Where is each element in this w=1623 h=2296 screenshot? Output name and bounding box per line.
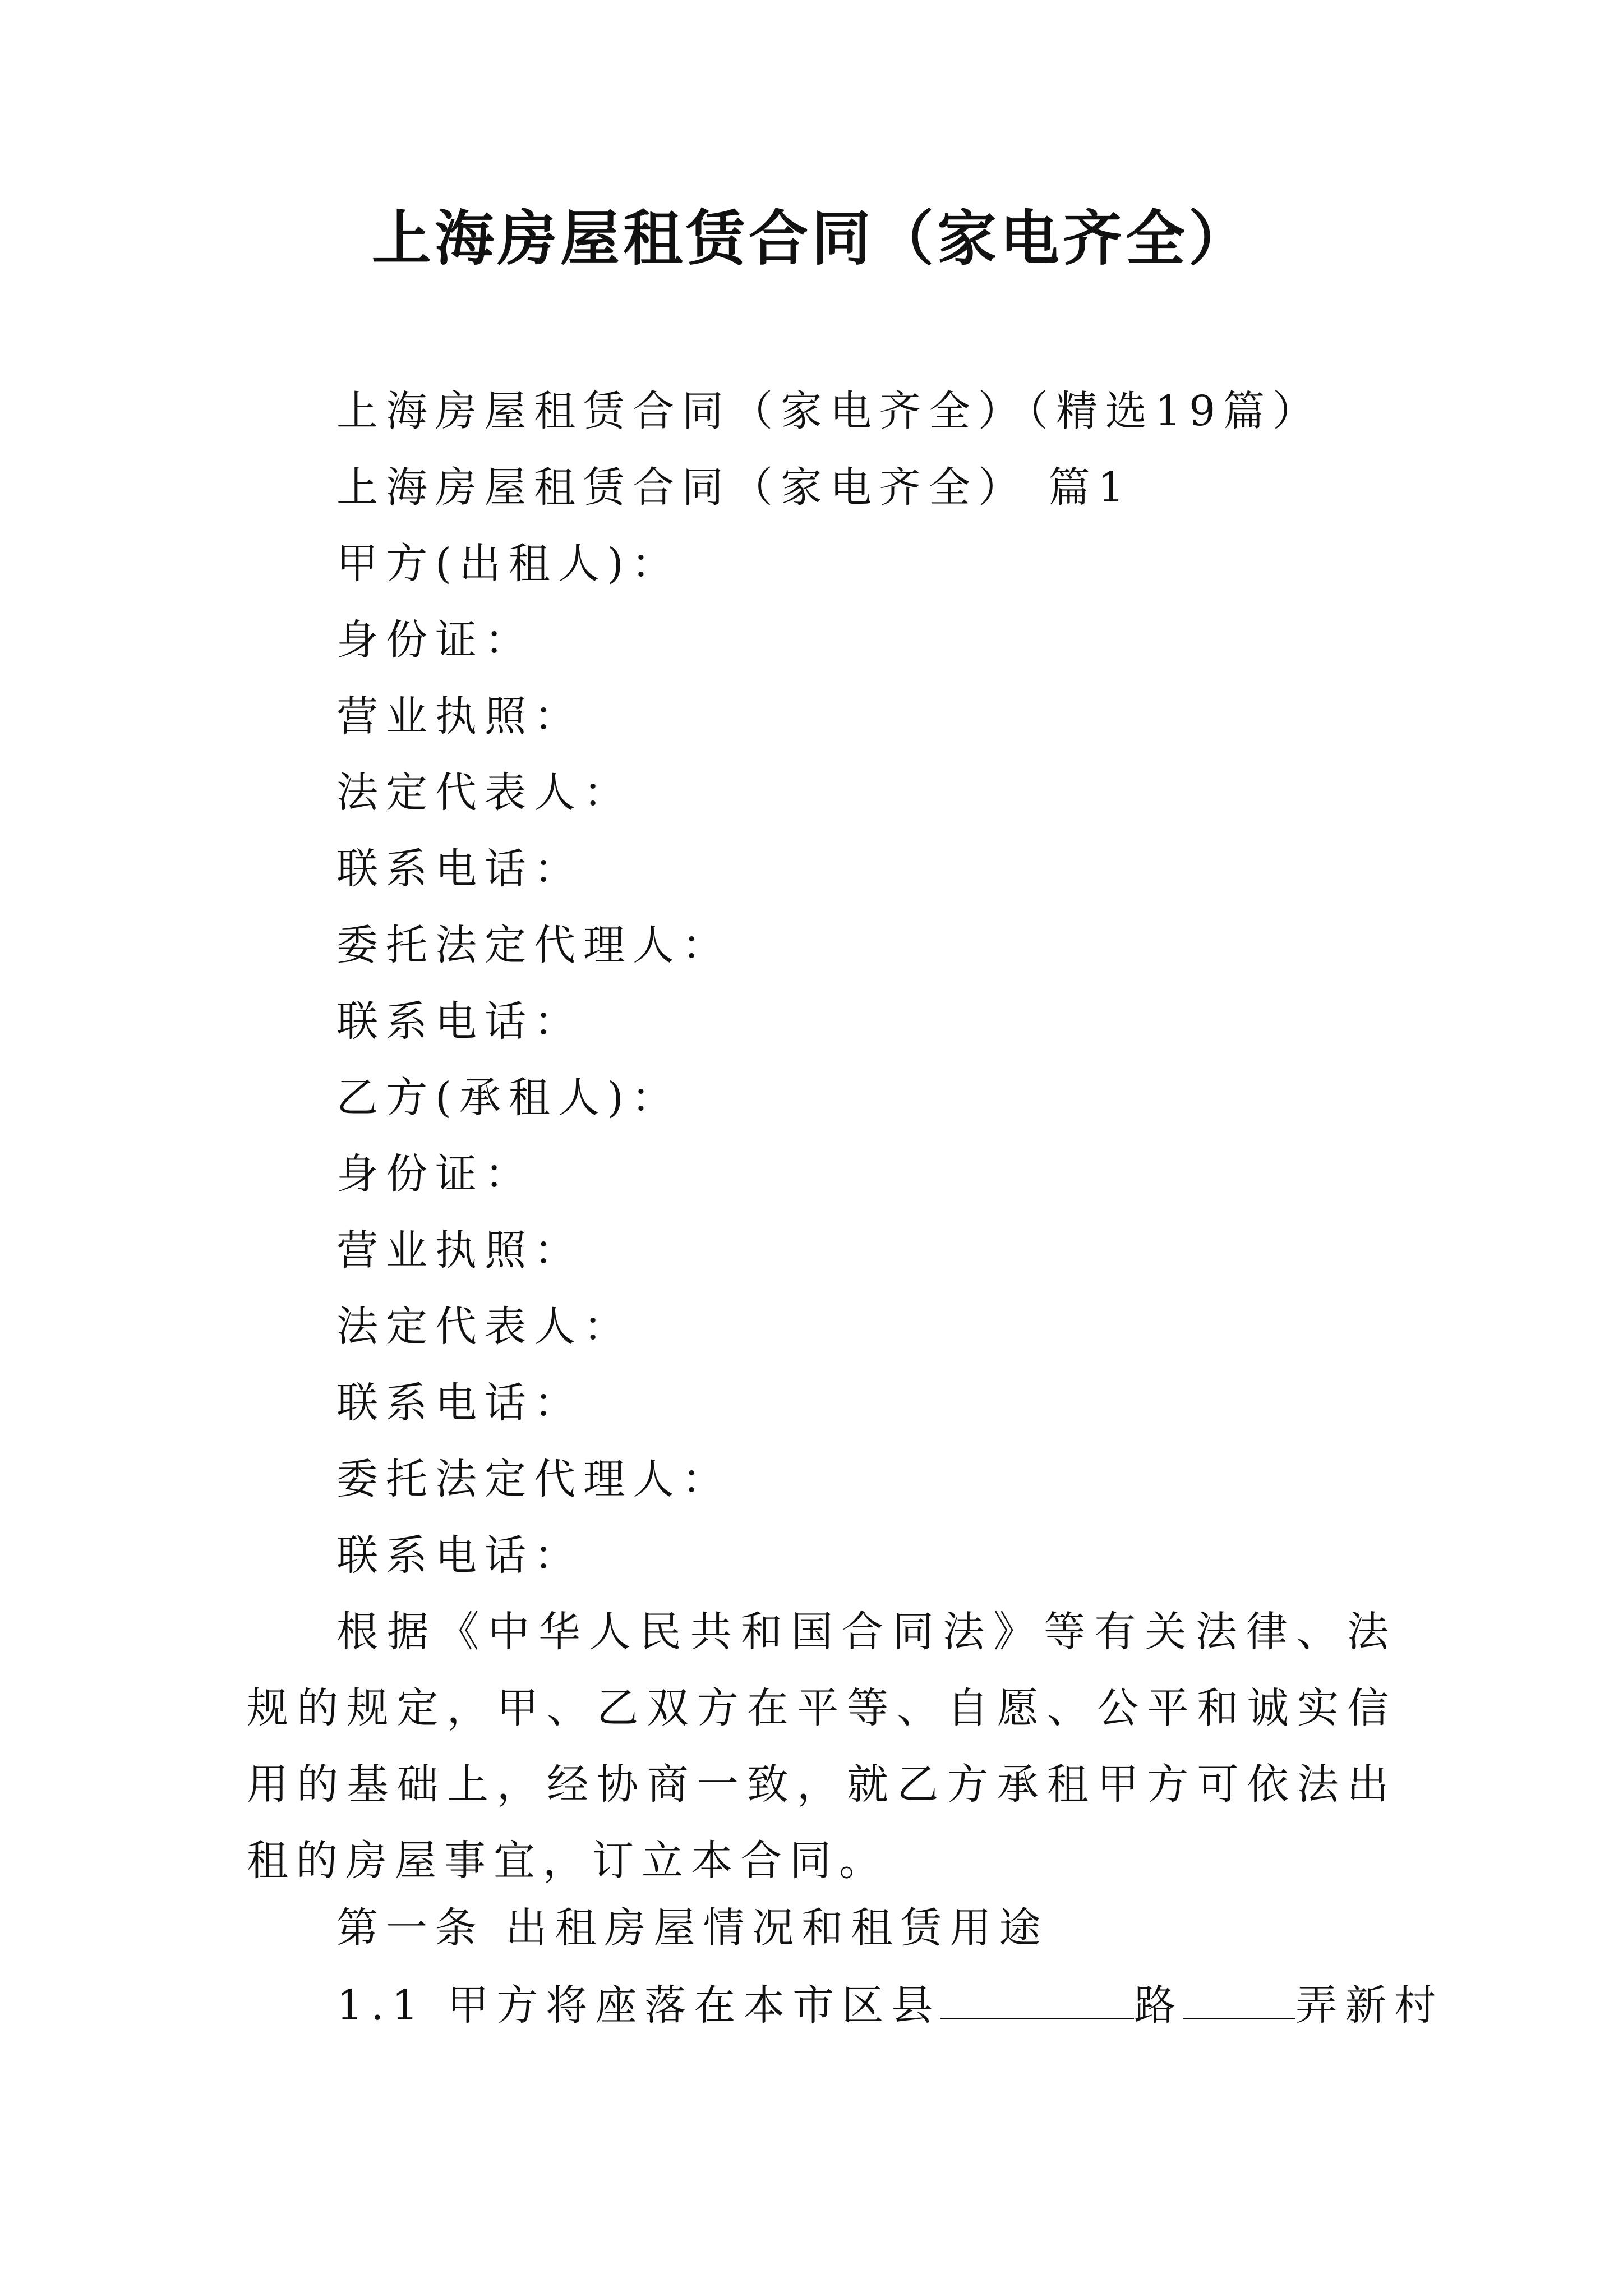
party-b-id-card: 身份证：	[336, 1150, 534, 1198]
clause-1-1-prefix: 1.1 甲方将座落在本市区县	[336, 1981, 941, 2030]
party-a-legal-rep: 法定代表人：	[336, 769, 633, 817]
article-1-heading: 第一条 出租房屋情况和租赁用途	[336, 1904, 1049, 1952]
district-blank	[940, 1976, 1134, 2019]
party-a-agent-phone: 联系电话：	[336, 997, 583, 1046]
party-b-phone: 联系电话：	[336, 1379, 583, 1427]
clause-1-1	[336, 1976, 1444, 2033]
party-b-agent: 委托法定代理人：	[336, 1455, 731, 1503]
party-b-business-license: 营业执照：	[336, 1226, 583, 1274]
document-title: 上海房屋租赁合同（家电齐全）	[372, 203, 1251, 273]
clause-1-1-suffix: 弄新村	[1295, 1981, 1444, 2030]
party-a-agent: 委托法定代理人：	[336, 921, 731, 969]
road-blank	[1183, 1976, 1295, 2019]
party-a-id-card: 身份证：	[336, 616, 534, 664]
section-heading: 上海房屋租赁合同（家电齐全） 篇1	[336, 463, 1132, 512]
party-a-business-license: 营业执照：	[336, 692, 583, 740]
party-b-agent-phone: 联系电话：	[336, 1531, 583, 1580]
preamble-paragraph: 根据《中华人民共和国合同法》等有关法律、法规的规定，甲、乙双方在平等、自愿、公平和诚实信用的基础上，经协商一致，就乙方承租甲方可依法出租的房屋事宜，订立本合同。	[247, 1608, 1396, 1885]
party-a-label: 甲方(出租人)：	[336, 540, 681, 588]
party-b-label: 乙方(承租人)：	[336, 1074, 681, 1122]
document-subtitle: 上海房屋租赁合同（家电齐全）（精选19篇）	[336, 387, 1322, 435]
clause-1-1-middle: 路	[1134, 1981, 1184, 2030]
party-b-legal-rep: 法定代表人：	[336, 1303, 633, 1351]
party-a-phone: 联系电话：	[336, 845, 583, 893]
